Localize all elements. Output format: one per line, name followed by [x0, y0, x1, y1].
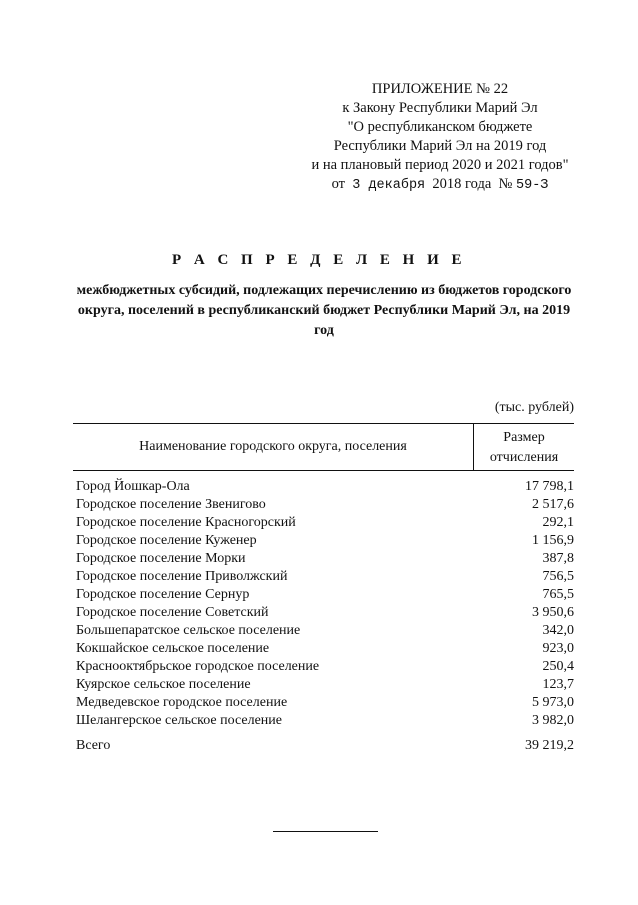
row-name: Кокшайское сельское поселение: [76, 641, 270, 656]
law-title-line-2: Республики Марий Эл на 2019 год: [333, 138, 547, 154]
row-value: 3 950,6: [532, 605, 574, 620]
row-value: 123,7: [542, 677, 574, 692]
total-label: Всего: [76, 738, 111, 753]
row-name: Городское поселение Куженер: [76, 533, 257, 548]
number-prefix: №: [498, 176, 513, 192]
row-name: Городское поселение Звенигово: [76, 497, 266, 512]
row-name: Городское поселение Сернур: [76, 587, 250, 602]
total-value: 39 219,2: [525, 738, 574, 753]
row-value: 292,1: [542, 515, 574, 530]
row-value: 923,0: [542, 641, 574, 656]
law-reference: к Закону Республики Марий Эл: [342, 100, 538, 116]
date-day-month: 3 декабря: [352, 178, 426, 193]
table-row: [76, 658, 574, 676]
column-header-amount: [474, 428, 574, 468]
table-row: [76, 550, 574, 568]
row-value: 2 517,6: [532, 497, 574, 512]
document-subtitle: межбюджетных субсидий, подлежащих перечислению из бюджетов городского округа, поселений в республиканский бюджет Республики Марий Эл, на 2019 год: [76, 283, 572, 338]
table-row: [76, 568, 574, 586]
table-row: [76, 604, 574, 622]
row-value: 765,5: [542, 587, 574, 602]
table-row: [76, 640, 574, 658]
date-year: 2018 года: [432, 176, 492, 192]
law-number: 59-З: [516, 178, 549, 193]
law-title-line-3: и на плановый период 2020 и 2021 годов": [311, 157, 569, 173]
date-prefix: от: [331, 176, 345, 192]
row-name: Городское поселение Советский: [76, 605, 269, 620]
row-name: Медведевское городское поселение: [76, 695, 288, 710]
row-name: Краснооктябрьское городское поселение: [76, 659, 320, 674]
appendix-number: ПРИЛОЖЕНИЕ № 22: [371, 81, 509, 97]
table-row: [76, 712, 574, 730]
row-name: Большепаратское сельское поселение: [76, 623, 301, 638]
document-title: Р А С П Р Е Д Е Л Е Н И Е: [171, 252, 466, 268]
row-value: 17 798,1: [525, 479, 574, 494]
table-row: [76, 496, 574, 514]
row-value: 1 156,9: [532, 533, 574, 548]
row-name: Куярское сельское поселение: [76, 677, 251, 692]
row-name: Шелангерское сельское поселение: [76, 713, 282, 728]
table-header-bottom-border: [73, 470, 574, 471]
table-row: [76, 586, 574, 604]
row-value: 756,5: [542, 569, 574, 584]
row-name: Городское поселение Морки: [76, 551, 246, 566]
row-value: 387,8: [542, 551, 574, 566]
table-row: [76, 478, 574, 496]
closing-separator-line: [273, 831, 378, 832]
column-header-name: Наименование городского округа, поселения: [139, 439, 407, 454]
column-header-amount-line-1: Размер: [503, 430, 545, 445]
law-title-line-1: "О республиканском бюджете: [347, 119, 533, 135]
row-name: Городское поселение Красногорский: [76, 515, 296, 530]
law-date-line: [290, 175, 590, 195]
row-value: 5 973,0: [532, 695, 574, 710]
table-top-border: [73, 423, 574, 424]
row-name: Город Йошкар-Ола: [76, 479, 190, 494]
table-row: [76, 694, 574, 712]
row-value: 3 982,0: [532, 713, 574, 728]
table-row: [76, 514, 574, 532]
row-value: 250,4: [542, 659, 574, 674]
column-header-amount-line-2: отчисления: [489, 450, 559, 465]
table-row: [76, 622, 574, 640]
units-label: (тыс. рублей): [494, 400, 574, 415]
table-row: [76, 676, 574, 694]
appendix-header: [290, 80, 590, 195]
row-name: Городское поселение Приволжский: [76, 569, 288, 584]
row-value: 342,0: [542, 623, 574, 638]
total-row: [76, 738, 574, 754]
table-row: [76, 532, 574, 550]
table-body: [76, 478, 574, 730]
